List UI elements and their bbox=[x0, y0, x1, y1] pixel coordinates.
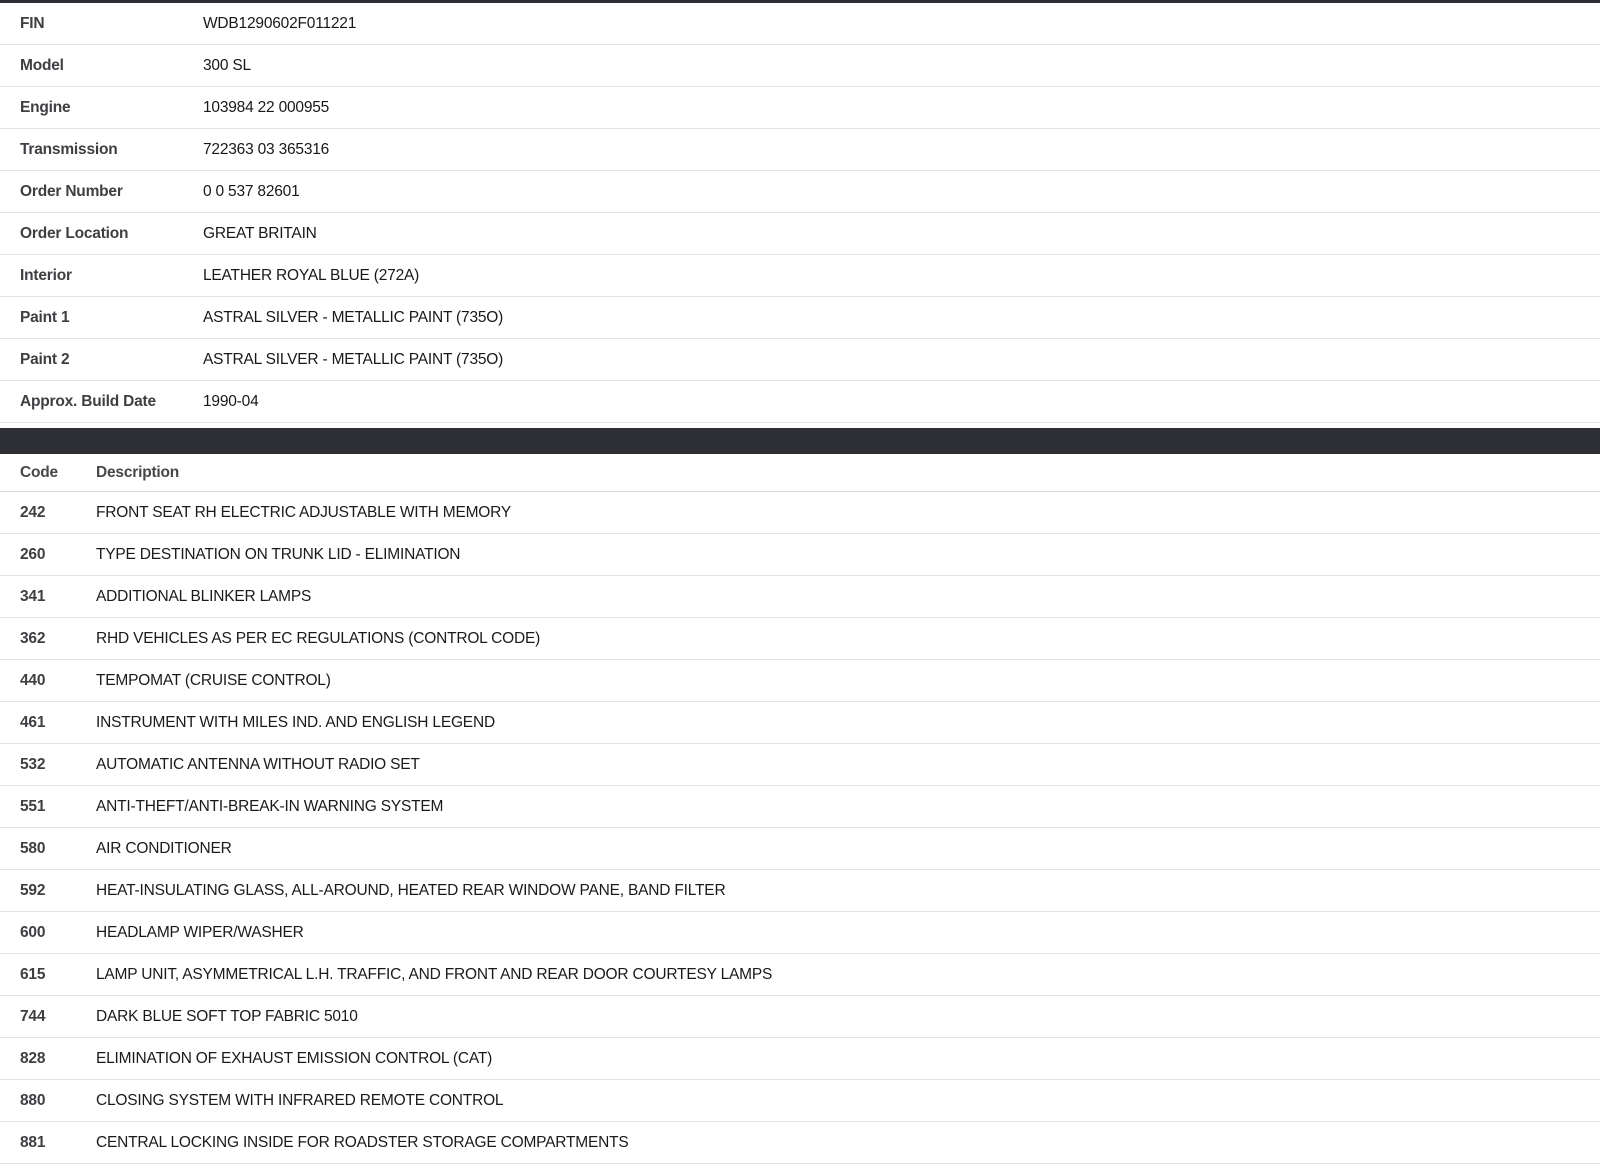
option-code: 551 bbox=[20, 797, 46, 815]
info-label: Model bbox=[20, 56, 64, 74]
option-description: ADDITIONAL BLINKER LAMPS bbox=[96, 587, 312, 605]
option-code: 260 bbox=[20, 545, 46, 563]
code-row bbox=[0, 618, 1600, 660]
section-divider-bar bbox=[0, 428, 1600, 454]
info-value: 722363 03 365316 bbox=[203, 140, 330, 158]
option-code: 592 bbox=[20, 881, 46, 899]
info-row-model bbox=[0, 45, 1600, 87]
code-row bbox=[0, 912, 1600, 954]
info-value: LEATHER ROYAL BLUE (272A) bbox=[203, 266, 420, 284]
info-row-paint-1 bbox=[0, 297, 1600, 339]
option-code: 744 bbox=[20, 1007, 46, 1025]
info-value: 0 0 537 82601 bbox=[203, 182, 300, 200]
option-codes-table bbox=[0, 454, 1600, 1164]
option-code: 341 bbox=[20, 587, 46, 605]
code-row bbox=[0, 1080, 1600, 1122]
info-label: Interior bbox=[20, 266, 72, 284]
info-label: Paint 2 bbox=[20, 350, 70, 368]
info-row-paint-2 bbox=[0, 339, 1600, 381]
info-value: GREAT BRITAIN bbox=[203, 224, 317, 242]
info-label: Approx. Build Date bbox=[20, 392, 156, 410]
code-row bbox=[0, 1038, 1600, 1080]
option-description: FRONT SEAT RH ELECTRIC ADJUSTABLE WITH MEMORY bbox=[96, 503, 512, 521]
vehicle-info-table bbox=[0, 0, 1600, 423]
info-row-engine bbox=[0, 87, 1600, 129]
option-code: 362 bbox=[20, 629, 46, 647]
option-code: 828 bbox=[20, 1049, 46, 1067]
option-code: 881 bbox=[20, 1133, 46, 1151]
info-value: 103984 22 000955 bbox=[203, 98, 330, 116]
option-code: 615 bbox=[20, 965, 46, 983]
code-row bbox=[0, 492, 1600, 534]
option-code: 600 bbox=[20, 923, 46, 941]
option-code: 880 bbox=[20, 1091, 46, 1109]
info-row-order-location bbox=[0, 213, 1600, 255]
code-row bbox=[0, 786, 1600, 828]
code-row bbox=[0, 996, 1600, 1038]
option-description: ELIMINATION OF EXHAUST EMISSION CONTROL (CAT) bbox=[96, 1049, 493, 1067]
code-row bbox=[0, 660, 1600, 702]
option-description: TYPE DESTINATION ON TRUNK LID - ELIMINATION bbox=[96, 545, 461, 563]
code-row bbox=[0, 1122, 1600, 1164]
option-code: 461 bbox=[20, 713, 46, 731]
info-label: Order Number bbox=[20, 182, 123, 200]
code-row bbox=[0, 870, 1600, 912]
info-row-fin bbox=[0, 3, 1600, 45]
codes-table-header bbox=[0, 454, 1600, 492]
option-description: AUTOMATIC ANTENNA WITHOUT RADIO SET bbox=[96, 755, 420, 773]
option-description: HEAT-INSULATING GLASS, ALL-AROUND, HEATED REAR WINDOW PANE, BAND FILTER bbox=[96, 881, 726, 899]
option-code: 242 bbox=[20, 503, 46, 521]
option-description: INSTRUMENT WITH MILES IND. AND ENGLISH LEGEND bbox=[96, 713, 495, 731]
option-description: DARK BLUE SOFT TOP FABRIC 5010 bbox=[96, 1007, 358, 1025]
option-code: 580 bbox=[20, 839, 46, 857]
code-row bbox=[0, 702, 1600, 744]
option-description: ANTI-THEFT/ANTI-BREAK-IN WARNING SYSTEM bbox=[96, 797, 444, 815]
info-row-transmission bbox=[0, 129, 1600, 171]
description-column-header: Description bbox=[96, 463, 180, 481]
info-row-build-date bbox=[0, 381, 1600, 423]
option-description: AIR CONDITIONER bbox=[96, 839, 232, 857]
option-code: 532 bbox=[20, 755, 46, 773]
option-description: TEMPOMAT (CRUISE CONTROL) bbox=[96, 671, 331, 689]
info-value: WDB1290602F011221 bbox=[203, 14, 357, 32]
option-description: LAMP UNIT, ASYMMETRICAL L.H. TRAFFIC, AND FRONT AND REAR DOOR COURTESY LAMPS bbox=[96, 965, 773, 983]
code-row bbox=[0, 954, 1600, 996]
info-label: Order Location bbox=[20, 224, 129, 242]
info-label: Transmission bbox=[20, 140, 118, 158]
code-row bbox=[0, 744, 1600, 786]
info-row-order-number bbox=[0, 171, 1600, 213]
option-description: CLOSING SYSTEM WITH INFRARED REMOTE CONTROL bbox=[96, 1091, 504, 1109]
info-value: ASTRAL SILVER - METALLIC PAINT (735O) bbox=[203, 350, 504, 368]
info-label: Engine bbox=[20, 98, 71, 116]
option-description: CENTRAL LOCKING INSIDE FOR ROADSTER STORAGE COMPARTMENTS bbox=[96, 1133, 629, 1151]
code-row bbox=[0, 534, 1600, 576]
info-value: 300 SL bbox=[203, 56, 251, 74]
option-description: HEADLAMP WIPER/WASHER bbox=[96, 923, 304, 941]
code-column-header: Code bbox=[20, 463, 58, 481]
info-value: ASTRAL SILVER - METALLIC PAINT (735O) bbox=[203, 308, 504, 326]
option-description: RHD VEHICLES AS PER EC REGULATIONS (CONTROL CODE) bbox=[96, 629, 541, 647]
info-row-interior bbox=[0, 255, 1600, 297]
info-value: 1990-04 bbox=[203, 392, 259, 410]
code-row bbox=[0, 828, 1600, 870]
info-label: Paint 1 bbox=[20, 308, 70, 326]
code-row bbox=[0, 576, 1600, 618]
info-label: FIN bbox=[20, 14, 45, 32]
option-code: 440 bbox=[20, 671, 46, 689]
